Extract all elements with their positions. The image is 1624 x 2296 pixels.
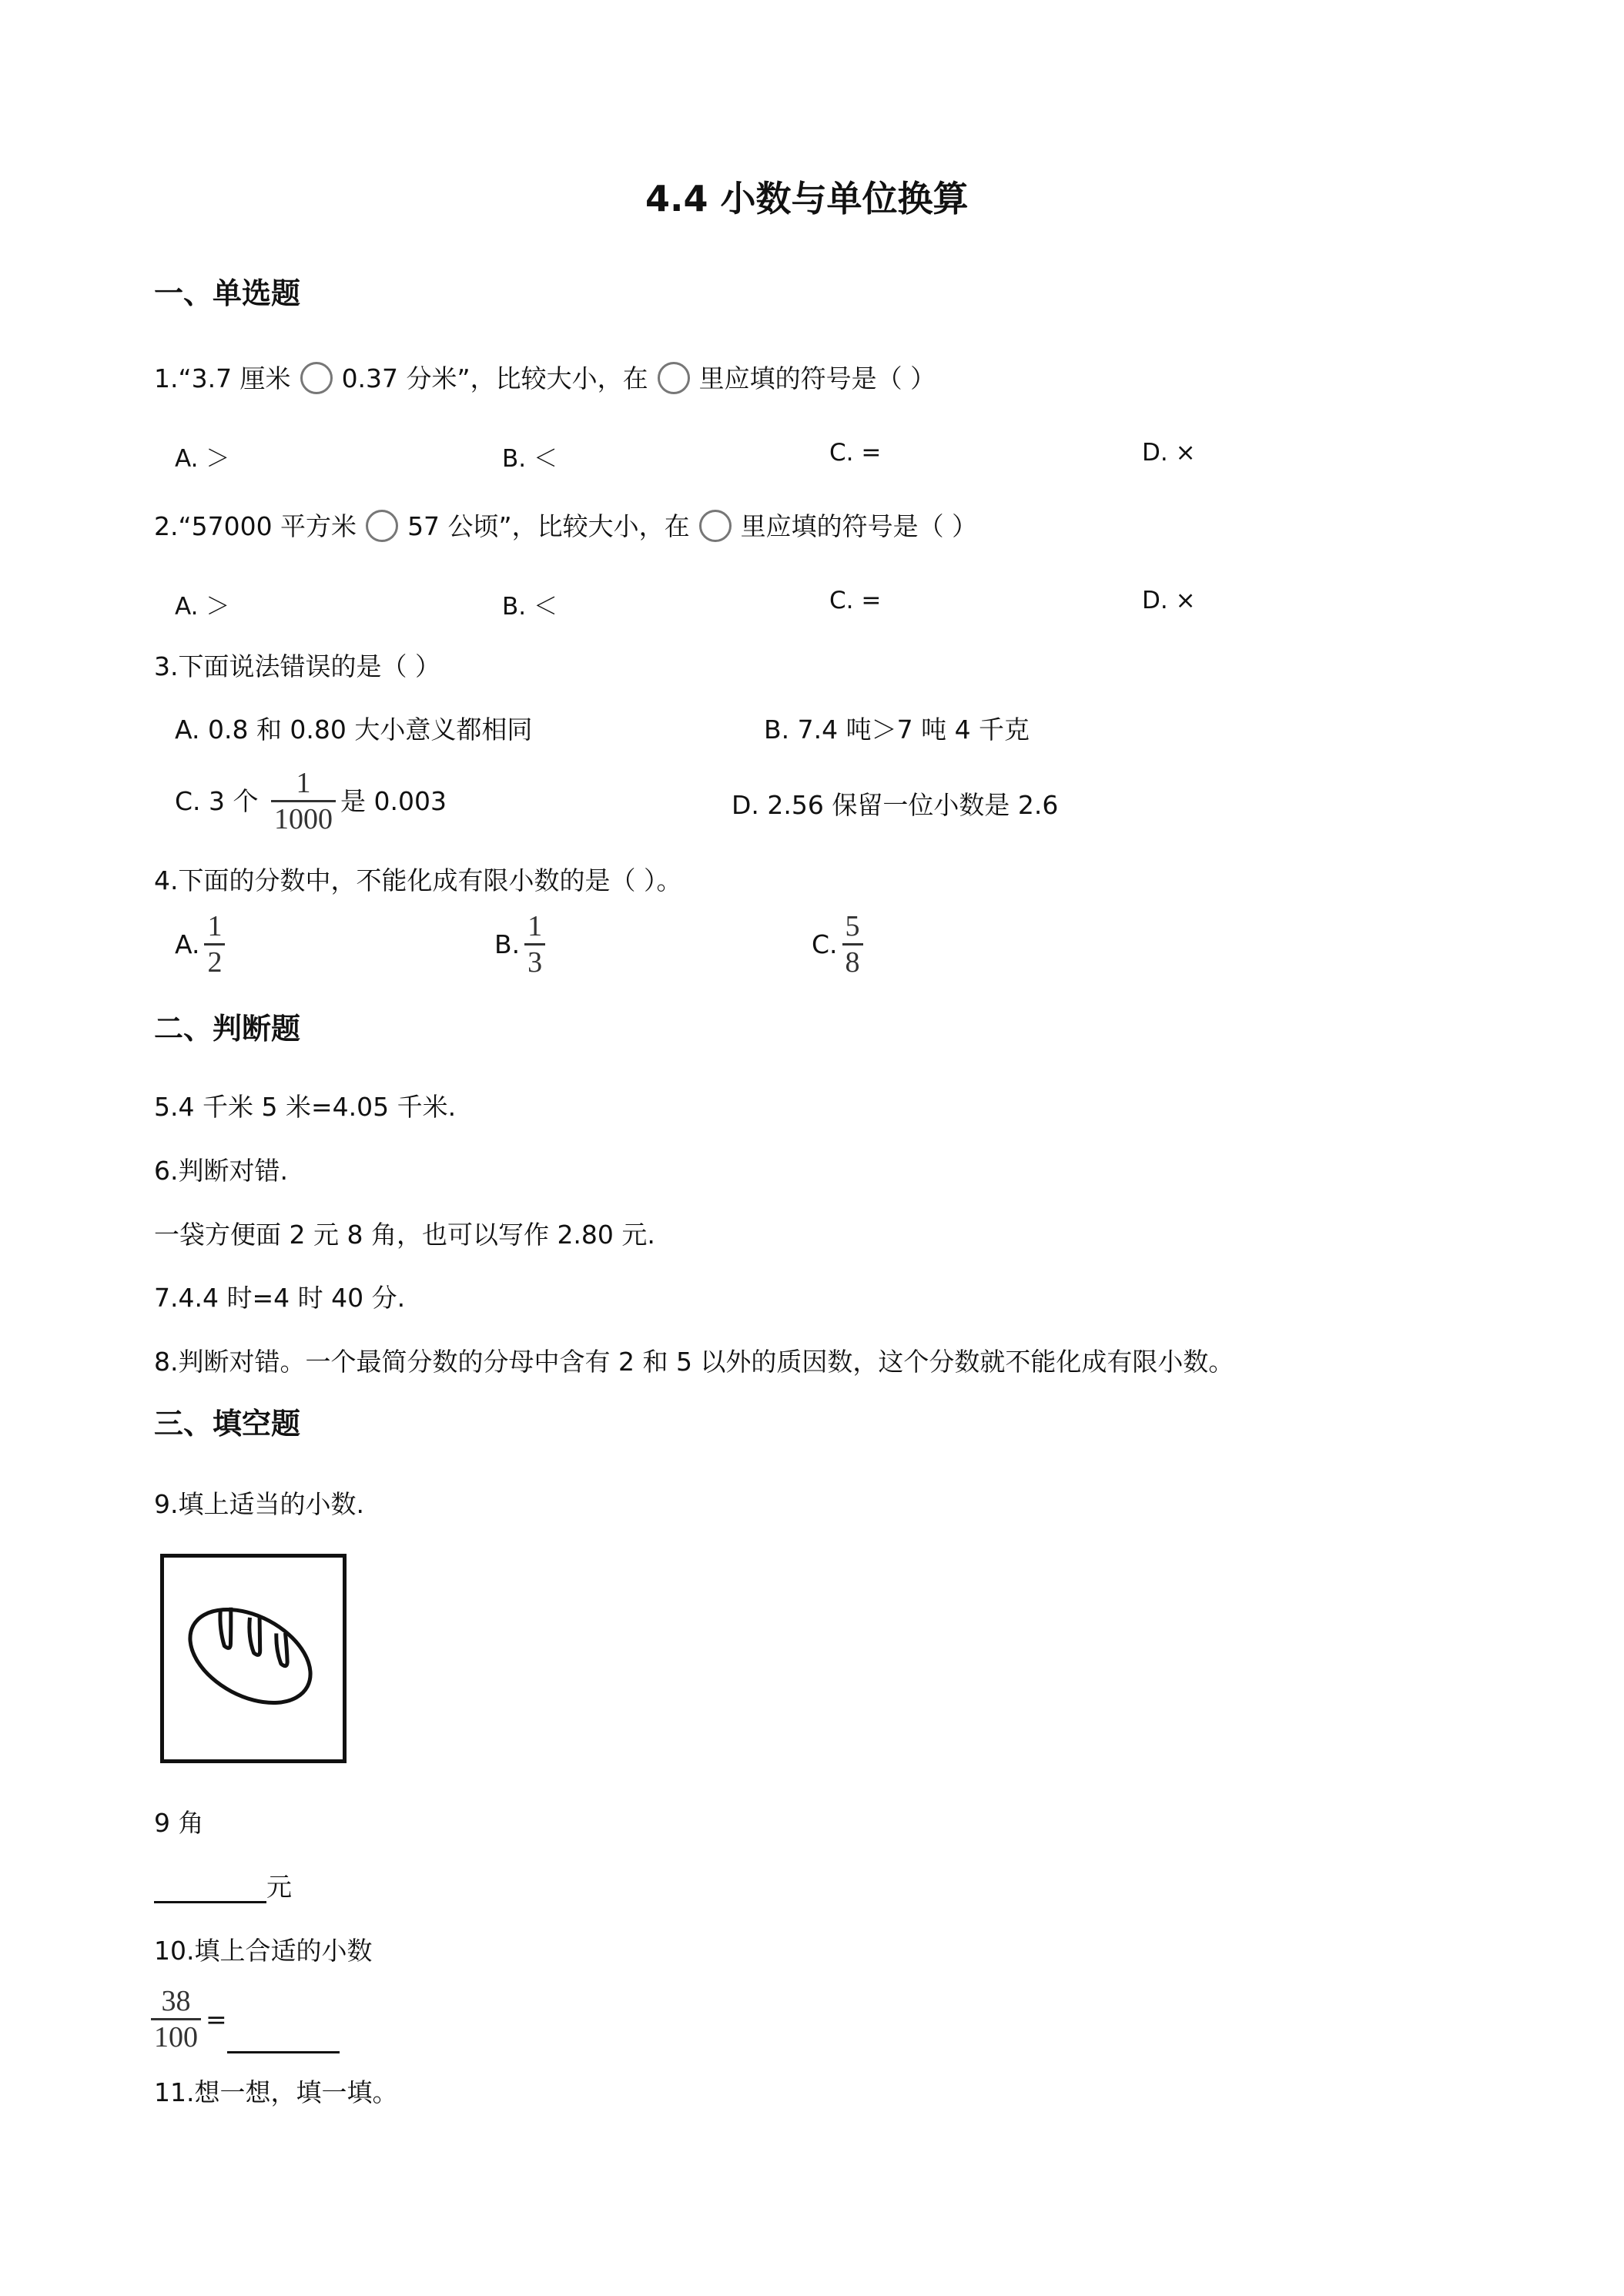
question-1-text-a: 1.“3.7 厘米	[154, 363, 291, 393]
question-2-option-a[interactable]: A. ＞	[175, 593, 230, 621]
question-5: 5.4 千米 5 米=4.05 千米.	[154, 1092, 457, 1122]
fraction	[271, 768, 336, 834]
fraction-numerator: 38	[161, 1985, 191, 2017]
fraction-denominator: 2	[207, 946, 223, 979]
question-1	[154, 359, 936, 397]
question-3-option-c-suffix: 是 0.003	[340, 786, 447, 816]
question-6-line-2: 一袋方便面 2 元 8 角，也可以写作 2.80 元.	[154, 1220, 655, 1250]
equals-sign: =	[206, 2004, 227, 2034]
answer-blank[interactable]	[227, 2028, 340, 2053]
fraction	[524, 912, 545, 977]
fraction-denominator: 1000	[274, 803, 333, 835]
question-2	[154, 507, 977, 544]
question-7: 7.4.4 时=4 时 40 分.	[154, 1283, 406, 1313]
question-2-text-c: 里应填的符号是（ ）	[740, 511, 978, 541]
question-10-equation	[151, 1985, 340, 2053]
question-2-option-d[interactable]: D. ×	[1142, 587, 1196, 614]
bread-image	[160, 1554, 347, 1763]
fraction	[204, 912, 225, 977]
bread-icon	[164, 1558, 343, 1759]
section-heading-fill-in: 三、填空题	[154, 1407, 301, 1441]
question-1-option-b[interactable]: B. ＜	[502, 445, 558, 473]
question-3-option-a[interactable]: A. 0.8 和 0.80 大小意义都相同	[175, 715, 533, 745]
question-2-option-c[interactable]: C. =	[829, 587, 882, 614]
question-6-line-1: 6.判断对错.	[154, 1156, 288, 1186]
fraction-numerator: 1	[527, 910, 543, 942]
fraction-denominator: 100	[154, 2021, 198, 2053]
section-heading-true-false: 二、判断题	[154, 1012, 301, 1046]
question-3-option-d[interactable]: D. 2.56 保留一位小数是 2.6	[732, 790, 1059, 820]
question-1-text-c: 里应填的符号是（ ）	[698, 363, 936, 393]
question-8: 8.判断对错。一个最简分数的分母中含有 2 和 5 以外的质因数，这个分数就不能化成有限小数。	[154, 1347, 1234, 1377]
question-4-option-c[interactable]	[812, 910, 868, 979]
question-9-answer	[154, 1867, 292, 1903]
question-4-option-b[interactable]	[494, 910, 550, 979]
question-1-option-c[interactable]: C. =	[829, 439, 882, 467]
fraction-denominator: 8	[845, 946, 860, 979]
question-2-text-b: 57 公顷”，比较大小，在	[407, 511, 690, 541]
option-label: B.	[494, 929, 521, 959]
question-1-option-a[interactable]: A. ＞	[175, 445, 230, 473]
compare-circle-icon	[699, 510, 732, 542]
fraction-denominator: 3	[527, 946, 543, 979]
question-4-option-a[interactable]	[175, 910, 229, 979]
fraction-numerator: 1	[207, 910, 223, 942]
fraction-numerator: 5	[845, 910, 860, 942]
question-9-text: 9.填上适当的小数.	[154, 1489, 364, 1519]
answer-blank[interactable]	[154, 1872, 266, 1903]
compare-circle-icon	[366, 510, 398, 542]
question-3-option-c-prefix: C. 3 个	[175, 786, 259, 816]
question-2-option-b[interactable]: B. ＜	[502, 593, 558, 621]
option-label: A.	[175, 929, 200, 959]
page-title: 4.4 小数与单位换算	[645, 178, 969, 219]
compare-circle-icon	[658, 362, 690, 394]
question-2-text-a: 2.“57000 平方米	[154, 511, 357, 541]
compare-circle-icon	[300, 362, 333, 394]
fraction	[842, 912, 863, 977]
section-heading-single-choice: 一、单选题	[154, 276, 301, 310]
question-10-text: 10.填上合适的小数	[154, 1936, 373, 1966]
question-11-text: 11.想一想，填一填。	[154, 2077, 398, 2107]
question-9-unit: 元	[266, 1872, 292, 1902]
question-3-option-c[interactable]	[175, 767, 447, 835]
fraction	[151, 1986, 201, 2052]
option-label: C.	[812, 929, 838, 959]
question-3-option-b[interactable]: B. 7.4 吨＞7 吨 4 千克	[764, 715, 1030, 745]
question-1-option-d[interactable]: D. ×	[1142, 439, 1196, 467]
fraction-numerator: 1	[296, 767, 311, 799]
question-1-text-b: 0.37 分米”，比较大小，在	[341, 363, 648, 393]
question-9-price: 9 角	[154, 1808, 204, 1838]
question-3-text: 3.下面说法错误的是（ ）	[154, 651, 440, 681]
question-4-text: 4.下面的分数中，不能化成有限小数的是（ ）。	[154, 865, 682, 895]
